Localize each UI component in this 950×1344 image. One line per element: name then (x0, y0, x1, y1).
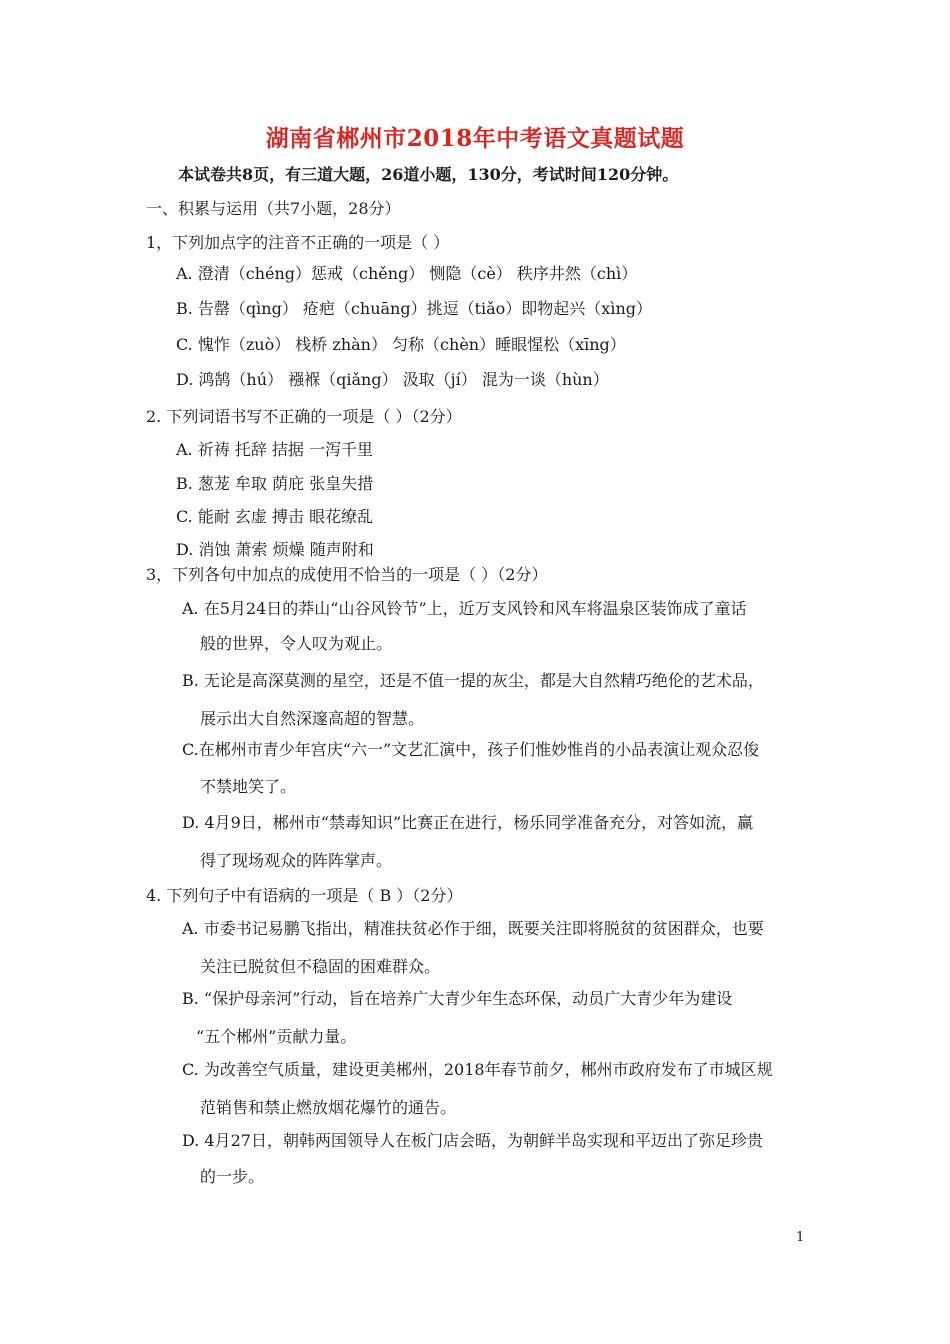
question-2-stem: 2. 下列词语书写不正确的一项是（ ）（2分） (146, 407, 462, 426)
question-4-stem: 4. 下列句子中有语病的一项是（ B ）（2分） (146, 886, 463, 905)
question-2-option-d: D. 消蚀 萧索 烦燥 随声附和 (176, 540, 374, 559)
question-3-option-d: D. 4月9日，郴州市“禁毒知识”比赛正在进行，杨乐同学准备充分，对答如流，赢 (182, 813, 754, 832)
question-4-option-d-cont: 的一步。 (200, 1167, 265, 1186)
question-1-option-d: D. 鸿鹄（hú） 襁褓（qiǎng） 汲取（jí） 混为一谈（hùn） (176, 370, 609, 389)
question-2-option-a: A. 祈祷 托辞 拮据 一泻千里 (176, 440, 373, 459)
question-2-option-b: B. 葱茏 牟取 荫庇 张皇失措 (176, 474, 374, 493)
question-4-option-a: A. 市委书记易鹏飞指出，精准扶贫必作于细，既要关注即将脱贫的贫困群众，也要 (182, 919, 764, 938)
question-4-option-d: D. 4月27日，朝韩两国领导人在板门店会晤，为朝鲜半岛实现和平迈出了弥足珍贵 (182, 1131, 763, 1150)
question-2-option-c: C. 能耐 玄虚 搏击 眼花缭乱 (176, 507, 374, 526)
question-3-option-c: C.在郴州市青少年宫庆“六一”文艺汇演中，孩子们惟妙惟肖的小品表演让观众忍俊 (182, 740, 760, 759)
question-3-option-b-cont: 展示出大自然深邃高超的智慧。 (200, 709, 425, 728)
question-4-option-c-cont: 范销售和禁止燃放烟花爆竹的通告。 (200, 1098, 457, 1117)
question-1-option-c: C. 愧怍（zuò） 栈桥 zhàn） 匀称（chèn）睡眼惺松（xīng） (176, 335, 626, 354)
document-title: 湖南省郴州市2018年中考语文真题试题 (265, 125, 685, 152)
question-4-option-a-cont: 关注已脱贫但不稳固的困难群众。 (200, 957, 441, 976)
question-3-option-c-cont: 不禁地笑了。 (200, 777, 297, 796)
question-4-option-b: B. “保护母亲河”行动，旨在培养广大青少年生态环保，动员广大青少年为建设 (182, 989, 733, 1008)
exam-intro: 本试卷共8页，有三道大题，26道小题，130分，考试时间120分钟。 (178, 165, 679, 184)
question-3-option-a: A. 在5月24日的莽山“山谷风铃节”上，近万支风铃和风车将温泉区装饰成了童话 (182, 599, 747, 618)
page-number: 1 (796, 1230, 805, 1245)
section-heading: 一、积累与运用（共7小题，28分） (146, 199, 401, 218)
question-3-stem: 3，下列各句中加点的成使用不恰当的一项是（ ）（2分） (146, 565, 548, 584)
question-4-option-c: C. 为改善空气质量，建设更美郴州，2018年春节前夕，郴州市政府发布了市城区规 (182, 1060, 773, 1079)
question-4-option-b-cont: “五个郴州”贡献力量。 (196, 1027, 357, 1046)
question-1-option-b: B. 告罄（qìng） 疮疤（chuāng）挑逗（tiǎo）即物起兴（xìng） (176, 299, 652, 318)
question-3-option-d-cont: 得了现场观众的阵阵掌声。 (200, 851, 393, 870)
question-3-option-b: B. 无论是高深莫测的星空，还是不值一提的灰尘，都是大自然精巧绝伦的艺术品， (182, 671, 764, 690)
question-1-option-a: A. 澄清（chéng）惩戒（chěng） 恻隐（cè） 秩序井然（chì） (176, 264, 638, 283)
question-3-option-a-cont: 般的世界，令人叹为观止。 (200, 634, 393, 653)
question-1-stem: 1，下列加点字的注音不正确的一项是（ ） (146, 233, 450, 252)
